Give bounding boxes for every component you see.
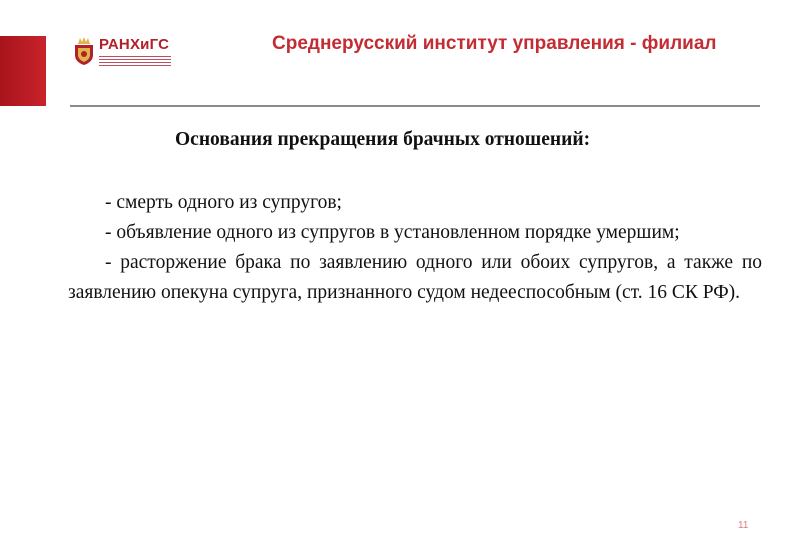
divider <box>70 105 760 107</box>
header-title: Среднерусский институт управления - филиал <box>272 33 717 54</box>
page-number: 11 <box>738 520 749 531</box>
logo <box>72 34 171 68</box>
logo-subtitle <box>99 54 171 66</box>
list-item: - расторжение брака по заявлению одного или обоих супругов, а также по заявлению опекуна супруга, признанного судом недееспособным (ст. 16 СК РФ). <box>68 252 762 303</box>
list-item: - объявление одного из супругов в установленном порядке умершим; <box>105 222 680 243</box>
list-item: - смерть одного из супругов; <box>105 192 342 213</box>
logo-name: РАНХиГС <box>99 35 170 53</box>
content-title: Основания прекращения брачных отношений: <box>175 129 591 150</box>
emblem-icon <box>72 36 96 66</box>
content-list <box>68 188 762 308</box>
accent-bar <box>0 36 46 106</box>
